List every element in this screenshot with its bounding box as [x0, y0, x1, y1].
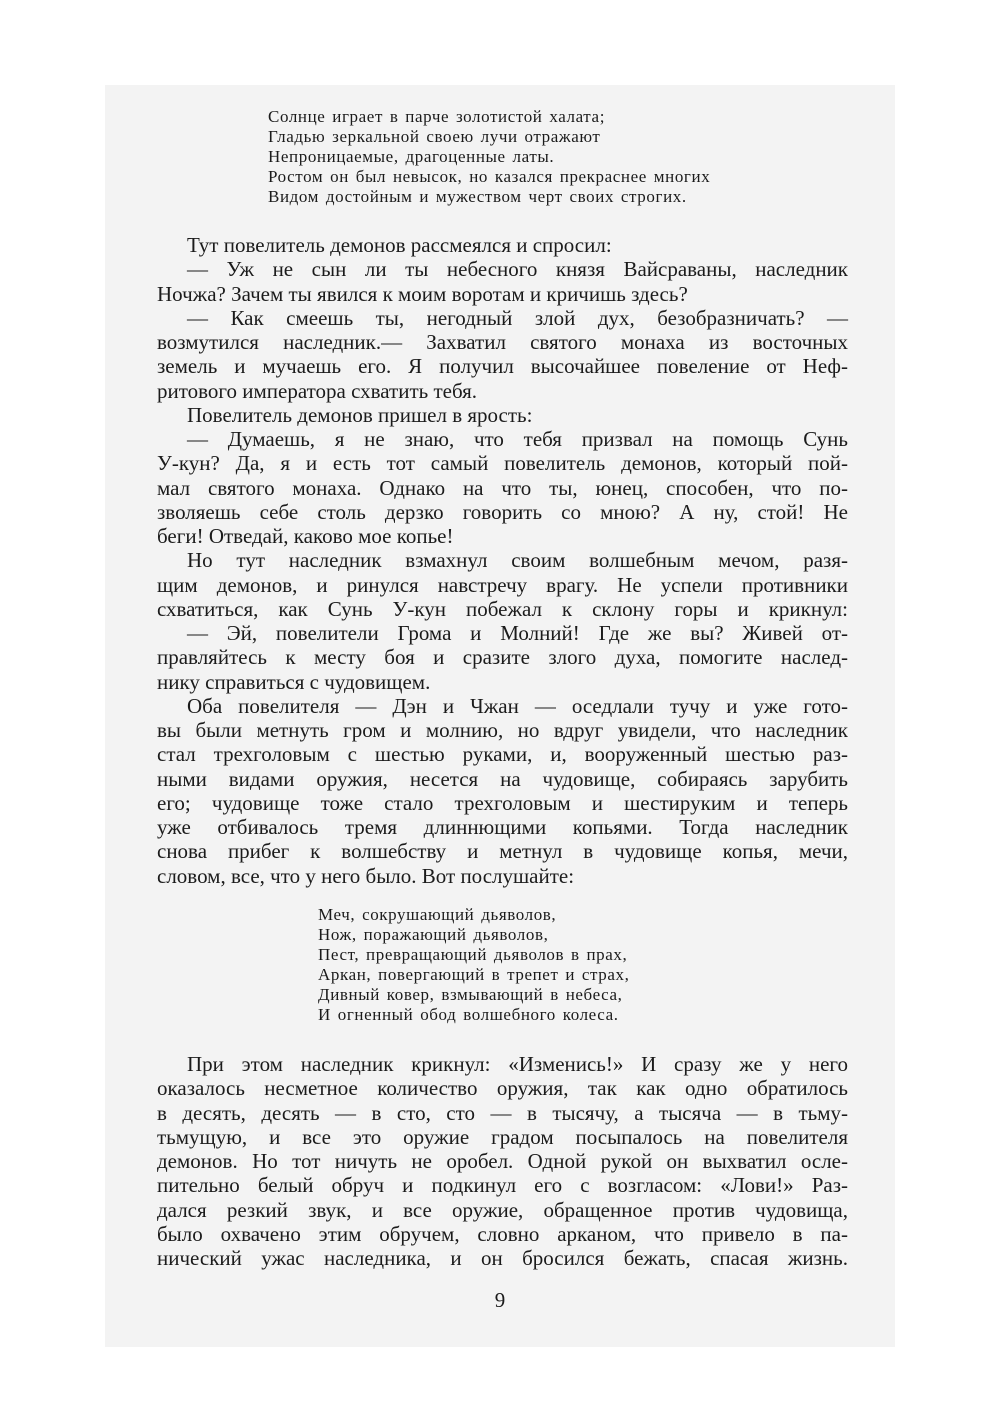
- verse-line: Солнце играет в парче золотистой халата;: [268, 107, 606, 126]
- text-line: уже отбивалось тремя длиннющими копьями. Тогда наследник: [157, 815, 848, 839]
- text-line: щим демонов, и ринулся навстречу врагу. Не успели противники: [157, 572, 848, 597]
- text-line: Но тут наследник взмахнул своим волшебным мечом, разя-: [187, 548, 848, 573]
- text-line: схватиться, как Сунь У-кун побежал к склону горы и крикнул:: [157, 596, 848, 621]
- text-line: — Эй, повелители Грома и Молний! Где же вы? Живей от-: [187, 621, 848, 645]
- text-line: земель и мучаешь его. Я получил высочайшее повеление от Неф-: [157, 354, 848, 379]
- text-line: пительно белый обруч и подкинул его с возгласом: «Лови!» Раз-: [157, 1173, 848, 1198]
- text-line: У-кун? Да, я и есть тот самый повелитель демонов, который пой-: [157, 451, 848, 476]
- verse-line: Дивный ковер, взмывающий в небеса,: [318, 985, 623, 1004]
- text-line: нику справиться с чудовищем.: [157, 669, 431, 694]
- verse-line: Ростом он был невысок, но казался прекраснее многих: [268, 167, 711, 186]
- verse-block: [268, 107, 710, 207]
- text-line: возмутился наследник.— Захватил святого монаха из восточных: [157, 330, 848, 354]
- text-line: словом, все, что у него было. Вот послушайте:: [157, 863, 575, 888]
- text-line: в десять, десять — в сто, сто — в тысячу, а тысяча — в тьму-: [157, 1100, 848, 1125]
- verse-line: Непроницаемые, драгоценные латы.: [268, 147, 555, 166]
- text-line: Ночжа? Зачем ты явился к моим воротам и кричишь здесь?: [157, 281, 688, 306]
- text-line: зволяешь себе столь дерзко говорить со мною? А ну, стой! Не: [157, 499, 848, 524]
- verse-block: [318, 905, 629, 1025]
- text-line: дался резкий звук, и все оружие, обращенное против чудовища,: [157, 1197, 848, 1222]
- text-line: беги! Отведай, каково мое копье!: [157, 524, 454, 548]
- text-line: При этом наследник крикнул: «Изменись!» И сразу же у него: [187, 1052, 848, 1076]
- text-line: демонов. Но тот ничуть не оробел. Одной рукой он выхватил осле-: [157, 1149, 848, 1173]
- prose-block: [157, 1052, 848, 1270]
- verse-line: Гладью зеркальной своею лучи отражают: [268, 127, 601, 146]
- verse-line: Нож, поражающий дьяволов,: [318, 925, 549, 944]
- text-line: Тут повелитель демонов рассмеялся и спросил:: [187, 233, 612, 257]
- verse-line: Видом достойным и мужеством черт своих строгих.: [268, 187, 687, 206]
- text-line: Оба повелителя — Дэн и Чжан — оседлали тучу и уже гото-: [187, 693, 848, 718]
- verse-line: Меч, сокрушающий дьяволов,: [318, 905, 557, 924]
- text-line: Повелитель демонов пришел в ярость:: [187, 402, 533, 427]
- verse-line: И огненный обод волшебного колеса.: [318, 1005, 619, 1024]
- text-line: оказалось несметное количество оружия, так как одно обратилось: [157, 1076, 848, 1101]
- verse-line: Пест, превращающий дьяволов в прах,: [318, 945, 628, 964]
- text-line: вы были метнуть гром и молнию, но вдруг увидели, что наследник: [157, 718, 848, 742]
- text-line: — Думаешь, я не знаю, что тебя призвал на помощь Сунь: [187, 427, 848, 451]
- verse-line: Аркан, повергающий в трепет и страх,: [318, 965, 630, 984]
- text-line: снова прибег к волшебству и метнул в чудовище копья, мечи,: [157, 839, 848, 864]
- text-line: его; чудовище тоже стало трехголовым и шестируким и теперь: [157, 790, 848, 815]
- text-line: было охвачено этим обручем, словно арканом, что привело в па-: [157, 1221, 848, 1246]
- page-number: 9: [494, 1288, 506, 1312]
- text-line: ными видами оружия, несется на чудовище, собираясь зарубить: [157, 766, 848, 791]
- prose-block: [157, 233, 848, 888]
- text-line: правляйтесь к месту боя и сразите злого духа, помогите наслед-: [157, 645, 848, 670]
- text-line: — Как смеешь ты, негодный злой дух, безобразничать? —: [187, 305, 848, 330]
- text-line: ритового императора схватить тебя.: [157, 378, 478, 403]
- text-line: тьмущую, и все это оружие градом посыпалось на повелителя: [157, 1124, 848, 1149]
- text-line: — Уж не сын ли ты небесного князя Вайсраваны, наследник: [187, 257, 848, 282]
- text-line: мал святого монаха. Однако на что ты, юнец, способен, что по-: [157, 475, 848, 500]
- text-line: стал трехголовым с шестью руками, и, вооруженный шестью раз-: [157, 742, 848, 767]
- text-line: нический ужас наследника, и он бросился бежать, спасая жизнь.: [157, 1246, 848, 1270]
